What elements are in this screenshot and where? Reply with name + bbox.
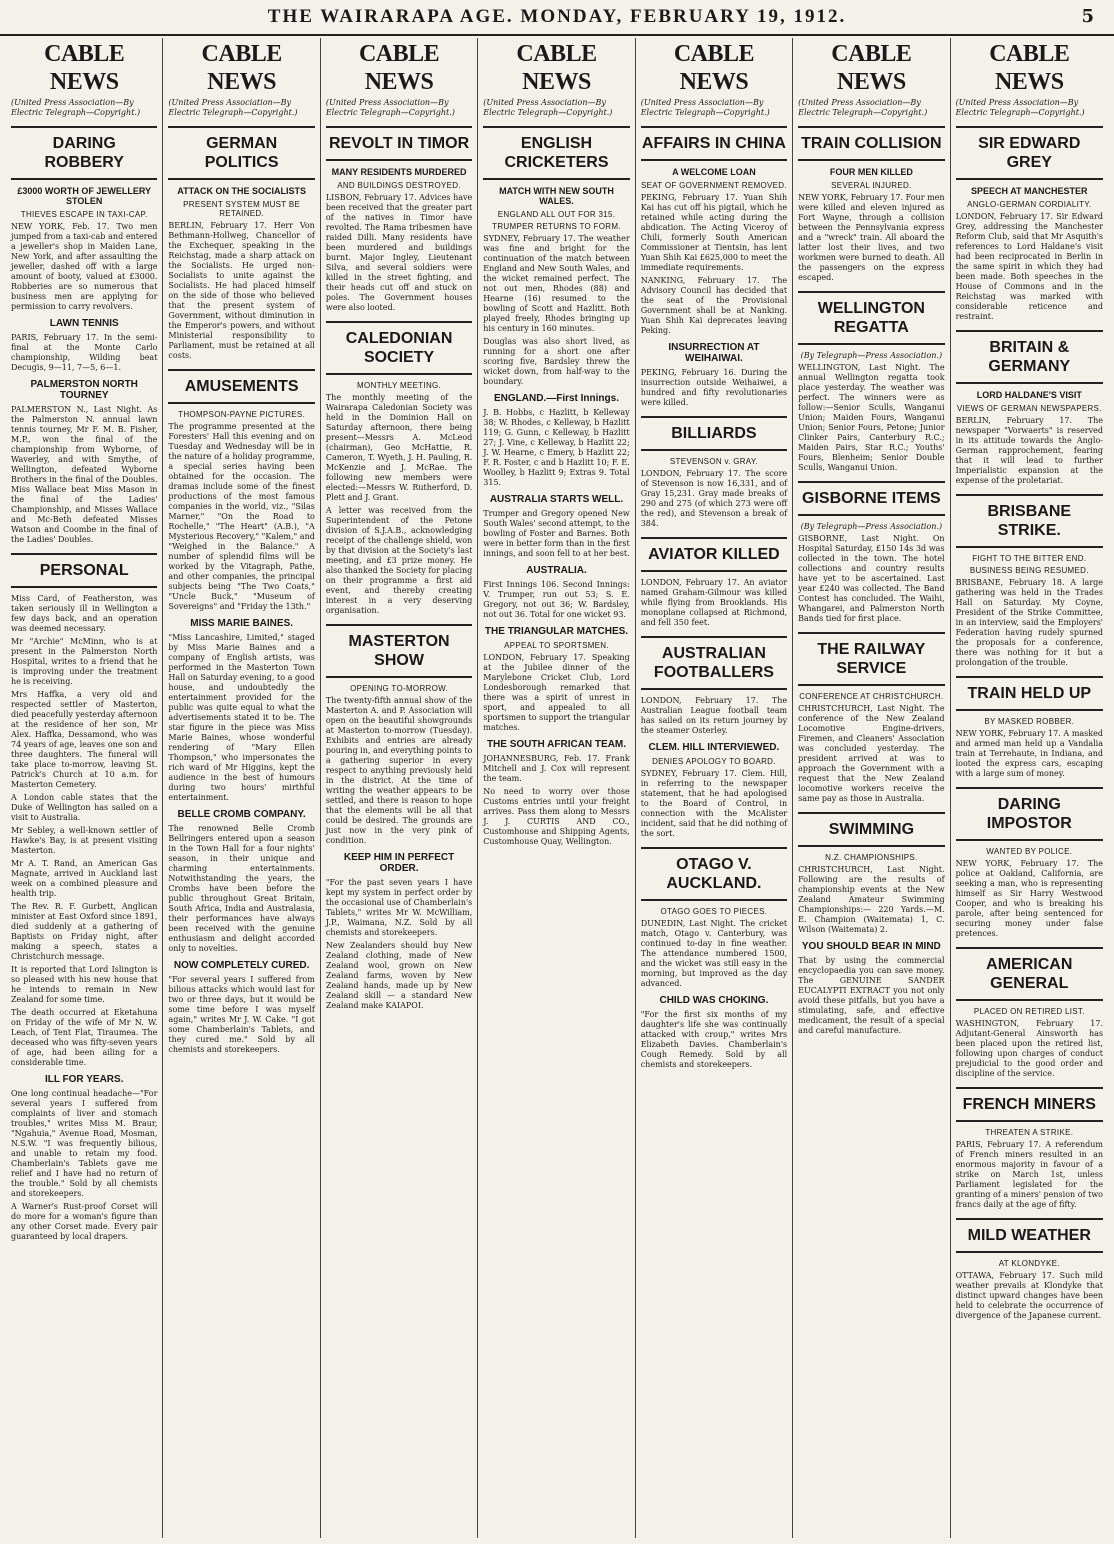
article-headline: FRENCH MINERS bbox=[956, 1087, 1103, 1122]
article-subheading: MATCH WITH NEW SOUTH WALES. bbox=[499, 186, 614, 206]
article-deck: WANTED BY POLICE. bbox=[986, 847, 1073, 856]
article-paragraph: NEW YORK, Feb. 17. Two men jumped from a taxi-cab and entered a jeweller's shop in Maiden Lane, New York, and after assaulting the jeweller, dashed off with a large amount of booty, valued at £3000. Robberies are so numerous that business men are applying for permission to carry revolvers. bbox=[11, 222, 158, 311]
article-subheading: £3000 WORTH OF JEWELLERY STOLEN bbox=[17, 186, 152, 206]
article-subheading: ATTACK ON THE SOCIALISTS bbox=[177, 186, 306, 196]
article-paragraph: LONDON, February 17. The score of Stevenson is now 16,331, and of Gray 15,231. Gray made breaks of 290 and 275 (of which 273 were off the red), and Stevenson a break of 384. bbox=[640, 469, 788, 528]
section-heading: ENGLAND.—First Innings. bbox=[493, 393, 619, 404]
article-paragraph: Trumper and Gregory opened New South Wales' second attempt, to the bowling of Foster and Barnes. Both were in better form than in the first innings, and soon fell to at her best. bbox=[483, 509, 630, 558]
section-heading: PALMERSTON NORTH TOURNEY bbox=[30, 379, 138, 401]
article-paragraph: No need to worry over those Customs entries until your freight arrives. Pass them along to Messrs J. J. CURTIS AND CO., Customhouse and Shipping Agents, Customhouse Quay, Wellington. bbox=[483, 787, 630, 846]
article-paragraph: LONDON, February 17. An aviator named Graham-Gilmour was killed while flying from Brooklands. His monoplane collapsed at Richmond, and fell 350 feet. bbox=[640, 578, 788, 627]
article-paragraph: It is reported that Lord Islington is so pleased with his new house that he intends to remain in New Zealand for some time. bbox=[11, 965, 158, 1004]
article-paragraph: Miss Card, of Featherston, was taken seriously ill in Wellington a few days back, and an operation was deemed necessary. bbox=[11, 594, 158, 633]
article-deck: AT KLONDYKE. bbox=[998, 1259, 1060, 1268]
article-deck: FIGHT TO THE BITTER END. bbox=[972, 554, 1087, 563]
article-subheading: SPEECH AT MANCHESTER bbox=[971, 186, 1088, 196]
article-paragraph: The renowned Belle Cromb Bellringers entered upon a season in the Town Hall for a four nights' season, in their unique and charming entertainments. Notwithstanding the years, the Crombs have been before the public throughout Great Britain, South Africa, India and Australasia, their performances have always been received with the genuine enthusiasm and delight accorded only to novelties. bbox=[168, 824, 315, 953]
article-paragraph: The Rev. R. F. Gurbett, Anglican minister at East Oxford since 1891, died suddenly at a gathering of Baptists on Friday night, after making a speech, states a Christchurch message. bbox=[11, 902, 158, 961]
article-paragraph: DUNEDIN, Last Night. The cricket match, Otago v. Canterbury, was continued to-day in fine weather. The attendance numbered 1500, and the wicket was still easy in the morning, but improved as the day advanced. bbox=[640, 919, 788, 988]
article-paragraph: "For the first six months of my daughter's life she was continually attacked with croup," writes Mrs Elizabeth Davies. Chamberlain's Cough Remedy. Sold by all chemists and storekeepers. bbox=[640, 1010, 788, 1069]
article-paragraph: NEW YORK, February 17. Four men were killed and eleven injured as Fort Wayne, through a collision between the Pennsylvania express and a "wreck" train. All aboard the latter lost their lives, and two workmen were burned to death. All the passengers on the express escaped. bbox=[798, 193, 945, 282]
article-paragraph: BERLIN, February 17. Herr Von Bethmann-Hollweg, Chancellor of the Exchequer, speaking in the Reichstag, made a sharp attack on the Socialists. He urged non-Socialists to unite against the Socialists. He had placed himself on the side of those who believed that the present system of Government, without diminution in the Emperor's powers, and without Ministerial responsibility to Parliament, must be retained at all costs. bbox=[168, 221, 315, 360]
article-paragraph: NANKING, February 17. The Advisory Council has decided that the seat of the Provisional Government shall be at Nanking. Yuan Shih Kai deprecates leaving Peking. bbox=[640, 276, 788, 335]
article-deck: TRUMPER RETURNS TO FORM. bbox=[492, 222, 621, 231]
article-paragraph: First Innings 106. Second Innings: V. Trumper, run out 53; S. E. Gregory, not out 36; W. Bardsley, not out 36. Total for one wicket 93. bbox=[483, 580, 630, 619]
article-paragraph: LISBON, February 17. Advices have been received that the greater part of the natives in Timor have revolted. The Rama tribesmen have raided Dilli. Many residents have been murdered and buildings burnt. Major Ingley, Lieutenant Silva, and several soldiers were killed in the street fighting, and their heads cut off and stuck on poles. The Government houses were also looted. bbox=[325, 193, 473, 312]
section-heading: MISS MARIE BAINES. bbox=[190, 618, 294, 629]
article-paragraph: Douglas was also short lived, as running for a short one after scoring five, Bardsley threw the wicket down, from half-way to the boundary. bbox=[483, 337, 630, 386]
press-credit: (United Press Association—By Electric Telegraph—Copyright.) bbox=[640, 98, 770, 117]
section-heading: LAWN TENNIS bbox=[49, 318, 119, 329]
section-heading: YOU SHOULD BEAR IN MIND bbox=[801, 941, 941, 952]
article-paragraph: The programme presented at the Foresters' Hall this evening and on Tuesday and Wednesday will be in the nature of a holiday programme, a special series having been obtained for the occasion. The dramas include some of the finest productions of the most famous companies in the world, viz., "Silas Marner," "On the Road to Rochelle," "The Heart" (A.B.), "A Mysterious Recovery," "Kalem," and "Weighed in the Balance." A number of splendid films will be worked by the Vitagraph, Pathe, and other companies, the principal subjects being "The Two Coats," "Uncle Buck," "Museum of Sovereigns" and "Friday the 13th." bbox=[168, 422, 315, 611]
press-credit: (United Press Association—By Electric Telegraph—Copyright.) bbox=[798, 98, 928, 117]
masthead bbox=[0, 0, 1114, 36]
article-headline: DARING ROBBERY bbox=[11, 126, 157, 180]
column-4 bbox=[478, 38, 635, 1538]
article-paragraph: The monthly meeting of the Wairarapa Caledonian Society was held in the Dominion Hall on Saturday afternoon, there being present—Messrs A. McLeod (chairman), Geo McHattie, R. Cameron, T. Wyeth, J. H. Pauling, R. McKenzie and J. McRae. The following new members were elected:—Messrs W. Rutherford, D. Plett and J. Grant. bbox=[325, 393, 473, 502]
article-headline: THE RAILWAY SERVICE bbox=[798, 632, 944, 686]
article-headline: AUSTRALIAN FOOTBALLERS bbox=[641, 636, 787, 690]
article-paragraph: "For the past seven years I have kept my system in perfect order by the occasional use of Chamberlain's Tablets," writes Mr W. McWilliam, J.P., Waimana, N.Z. Sold by all chemists and storekeepers. bbox=[325, 878, 473, 937]
article-paragraph: "For several years I suffered from bilious attacks which would last for two or three days, but it would be some time before I was myself again," writes Mr J. W. Cake. "I got some Chamberlain's Tablets, and they cured me." Sold by all chemists and storekeepers. bbox=[168, 975, 315, 1054]
article-headline: BRITAIN & GERMANY bbox=[956, 330, 1103, 384]
section-heading: NOW COMPLETELY CURED. bbox=[173, 960, 310, 971]
column-6 bbox=[793, 38, 950, 1538]
article-deck: STEVENSON v. GRAY. bbox=[669, 457, 758, 466]
article-paragraph: Mr Sebley, a well-known settler of Hawke's Bay, is at present visiting Masterton. bbox=[11, 826, 158, 855]
article-deck: ENGLAND ALL OUT FOR 315. bbox=[497, 210, 616, 219]
article-paragraph: The twenty-fifth annual show of the Masterton A. and P. Association will open on the beautiful showgrounds at Masterton to-morrow (Tuesday). Exhibits and entries are already pouring in, and everything points to a gathering superior in every respect to anything previously held in the district. At the time of writing the weather appears to be settled, and there is reason to hope that the elements will be all that could be desired. The grounds are just now in the very pink of condition. bbox=[325, 696, 473, 845]
article-deck: PRESENT SYSTEM MUST BE RETAINED. bbox=[183, 200, 301, 218]
newspaper-columns bbox=[6, 38, 1108, 1538]
article-paragraph: NEW YORK, February 17. A masked and armed man held up a Vandalia train at Terrehaute, in Indiana, and looted the express cars, escaping with a large sum of money. bbox=[955, 729, 1103, 778]
article-paragraph: PARIS, February 17. A referendum of French miners resulted in an enormous majority in favour of a strike on March 1st, unless Parliament legislated for the granting of a miners' pension of two francs daily at the age of fifty. bbox=[955, 1140, 1103, 1209]
press-credit: (United Press Association—By Electric Telegraph—Copyright.) bbox=[325, 98, 455, 117]
article-headline: GERMAN POLITICS bbox=[168, 126, 314, 180]
article-deck: OPENING TO-MORROW. bbox=[350, 684, 449, 693]
section-heading: BELLE CROMB COMPANY. bbox=[177, 809, 306, 820]
article-paragraph: J. B. Hobbs, c Hazlitt, b Kelleway 38; W. Rhodes, c Kelleway, b Hazlitt 119; G. Gunn, c Kelleway, b Hazlitt 27; J. Vine, c Kelleway, b Hazlitt 22; J. W. Hearne, c Emery, b Hazlitt 22; F. R. Foster, c and b Hazlitt 10; F. E. Woolley, b Hazlitt 9; Extras 9. Total 315. bbox=[483, 408, 630, 487]
article-headline: OTAGO V. AUCKLAND. bbox=[641, 847, 787, 901]
article-paragraph: JOHANNESBURG, Feb. 17. Frank Mitchell and J. Cox will represent the team. bbox=[483, 754, 630, 783]
article-deck: THOMPSON-PAYNE PICTURES. bbox=[178, 410, 306, 419]
article-deck: SEVERAL INJURED. bbox=[831, 181, 912, 190]
article-paragraph: WELLINGTON, Last Night. The annual Wellington regatta took place yesterday. The weather was perfect. The winners were as follow:—Senior Sculls, Wanganui Union; Maiden Fours, Wanganui Union; Senior Fours, Petone; Junior Clinker Pairs, Canterbury R.C.; Maiden Pairs, Star R.C.; Youths' Fours, Blenheim; Senior Double Sculls, Wanganui Union. bbox=[798, 363, 945, 472]
article-deck: THREATEN A STRIKE. bbox=[985, 1128, 1074, 1137]
column-banner: CABLE NEWS bbox=[989, 41, 1070, 95]
section-heading: CHILD WAS CHOKING. bbox=[659, 995, 769, 1006]
article-paragraph: SYDNEY, February 17. Clem. Hill, in referring to the newspaper statement, that he had apologised to the Board of Control, in connection with the McAlister incident, said that he did nothing of the sort. bbox=[640, 769, 788, 838]
article-paragraph: CHRISTCHURCH, Last Night. The conference of the New Zealand Locomotive Engine-drivers, Firemen, and Cleaners' Association was concluded yesterday. The president arrived at was to approach the Government with a request that the New Zealand locomotive workers receive the same pay as those in Australia. bbox=[798, 704, 945, 803]
article-headline: BRISBANE STRIKE. bbox=[956, 494, 1103, 548]
article-headline: AFFAIRS IN CHINA bbox=[641, 126, 787, 161]
article-headline: DARING IMPOSTOR bbox=[956, 787, 1103, 841]
article-paragraph: One long continual headache—"For several years I suffered from complaints of liver and stomach troubles," writes Miss M. Braur, "Ngahuia," Avenue Road, Mosman, N.S.W. "I was frequently bilious, and unable to retain my food. Chamberlain's Tablets gave me relief and I have had no return of the trouble." Sold by all chemists and storekeepers. bbox=[11, 1089, 158, 1198]
article-headline: MILD WEATHER bbox=[956, 1218, 1103, 1253]
article-headline: ENGLISH CRICKETERS bbox=[483, 126, 629, 180]
article-deck: APPEAL TO SPORTSMEN. bbox=[504, 641, 609, 650]
article-credit: (By Telegraph—Press Association.) bbox=[800, 351, 943, 360]
section-heading: CLEM. HILL INTERVIEWED. bbox=[648, 742, 780, 753]
section-heading: ILL FOR YEARS. bbox=[44, 1074, 124, 1085]
article-deck: VIEWS OF GERMAN NEWSPAPERS. bbox=[956, 404, 1102, 413]
article-paragraph: NEW YORK, February 17. The police at Oakland, California, are seeking a man, who is representing himself as Sir Harry Westwood Cooper, and who is breaking his parole, after being sentenced for securing money under false pretences. bbox=[955, 859, 1103, 938]
article-deck: BUSINESS BEING RESUMED. bbox=[969, 566, 1089, 575]
article-paragraph: PALMERSTON N., Last Night. As the Palmerston N. annual lawn tennis tourney, Mr F. M. B. Fisher, M.P., won the final of the championship from Wyborne, of Waverley, and with Smythe, of Wellington, defeated Wyborne Brothers in the final of the Doubles. Miss Wallace beat Miss Mason in the final of the Ladies' Championship, and Misses Wallace and Mc-Beth defeated Misses Watson and Coombe in the final of the Ladies' Doubles. bbox=[11, 405, 158, 544]
section-heading: AUSTRALIA. bbox=[526, 565, 587, 576]
article-headline: WELLINGTON REGATTA bbox=[798, 291, 944, 345]
article-paragraph: LONDON, February 17. The Australian League football team has sailed on its return journey by the steamer Osterley. bbox=[640, 696, 788, 735]
article-headline: GISBORNE ITEMS bbox=[798, 481, 944, 516]
article-paragraph: Mr "Archie" McMinn, who is at present in the Palmerston North Hospital, writes to a friend that he is improving under the treatment he is receiving. bbox=[11, 637, 158, 686]
section-heading: THE TRIANGULAR MATCHES. bbox=[484, 626, 629, 637]
press-credit: (United Press Association—By Electric Telegraph—Copyright.) bbox=[11, 98, 141, 117]
article-headline: TRAIN HELD UP bbox=[956, 676, 1103, 711]
article-deck: BY MASKED ROBBER. bbox=[984, 717, 1075, 726]
article-paragraph: A London cable states that the Duke of Wellington has sailed on a visit to Australia. bbox=[11, 793, 158, 822]
page-number: 5 bbox=[1081, 6, 1094, 27]
article-paragraph: GISBORNE, Last Night. On Hospital Saturday, £150 14s 3d was collected in the town. The hotel collections and country results have yet to be ascertained. Last year £240 was collected. The Band Contest has concluded. The Waihi, Whangarei, and Palmerston North Bands tied for first place. bbox=[798, 534, 945, 623]
article-paragraph: BRISBANE, February 18. A large gathering was held in the Trades Hall on Saturday. My Coyne, President of the Strike Committee, in an interview, said the Employers' Federation having rudely spurned the proposals for a conference, there was nothing for it but a prolongation of the trouble. bbox=[955, 578, 1103, 667]
section-heading: KEEP HIM IN PERFECT ORDER. bbox=[343, 852, 455, 874]
article-deck: OTAGO GOES TO PIECES. bbox=[660, 907, 768, 916]
article-subheading: MANY RESIDENTS MURDERED bbox=[331, 167, 467, 177]
article-paragraph: WASHINGTON, February 17. Adjutant-General Ainsworth has been placed upon the retired list, following upon charges of conduct prejudicial to the good order and discipline of the service. bbox=[955, 1019, 1103, 1078]
newspaper-title: THE WAIRARAPA AGE. MONDAY, FEBRUARY 19, 1912. bbox=[267, 6, 847, 27]
article-paragraph: New Zealanders should buy New Zealand clothing, made of New Zealand wool, grown on New Zealand farms, woven by New Zealand hands, made up by New Zealand skill — a standard New Zealand make KAIAPOI. bbox=[325, 941, 473, 1010]
column-banner: CABLE NEWS bbox=[201, 41, 282, 95]
article-deck: AND BUILDINGS DESTROYED. bbox=[337, 181, 461, 190]
article-deck: PLACED ON RETIRED LIST. bbox=[973, 1007, 1085, 1016]
column-banner: CABLE NEWS bbox=[831, 41, 912, 95]
column-banner: CABLE NEWS bbox=[358, 41, 440, 95]
column-banner: CABLE NEWS bbox=[673, 41, 755, 95]
article-headline: CALEDONIAN SOCIETY bbox=[326, 321, 472, 375]
column-1 bbox=[6, 38, 163, 1538]
article-paragraph: CHRISTCHURCH, Last Night. Following are the results of championship events at the New Zealand Amateur Swimming Championships:— 220 Yards.—M. E. Champion (Waitemata) 1, C. Wilson (Waitemata) 2. bbox=[798, 865, 945, 934]
press-credit: (United Press Association—By Electric Telegraph—Copyright.) bbox=[168, 98, 298, 117]
article-deck: SEAT OF GOVERNMENT REMOVED. bbox=[640, 181, 787, 190]
article-paragraph: The death occurred at Eketahuna on Friday of the wife of Mr N. W. Leach, of Tent Flat, Tiraumea. The deceased who was fifty-seven years of age, had been ailing for a considerable time. bbox=[11, 1008, 158, 1067]
article-paragraph: BERLIN, February 17. The newspaper "Vorwaerts" is reserved in its attitude towards the Anglo-German rapprochement, fearing that it will lead to further Imperialistic expansion at the expense of the proletariat. bbox=[955, 416, 1103, 485]
article-paragraph: SYDNEY, February 17. The weather was fine and bright for the continuation of the match between England and New South Wales, and the wicket remained perfect. The not out men, Rhodes (88) and Hearne (16) resumed to the bowling of Scott and Hazlitt. Both played freely, Rhodes bringing up his century in 160 minutes. bbox=[483, 234, 630, 333]
column-banner: CABLE NEWS bbox=[44, 41, 125, 95]
article-deck: CONFERENCE AT CHRISTCHURCH. bbox=[799, 692, 944, 701]
article-headline: BILLIARDS bbox=[641, 416, 787, 451]
section-heading: INSURRECTION AT WEIHAIWAI. bbox=[668, 342, 760, 364]
article-paragraph: "Miss Lancashire, Limited," staged by Miss Marie Baines and a company of English artists, was performed in the Masterton Town Hall on Saturday evening, to a good house, and undoubtedly the entertainment provided for the public was quite equal to what the advertisements stated it to be. The star figure in the piece was Miss Marie Baines, whose wonderful rendering of "Mary Ellen Thompson," who impersonates the rich ward of Mr Higgins, kept the audience in the best of humours during two hours' mirthful entertainment. bbox=[168, 633, 315, 802]
press-credit: (United Press Association—By Electric Telegraph—Copyright.) bbox=[483, 98, 613, 117]
article-headline: TRAIN COLLISION bbox=[798, 126, 944, 161]
article-deck: DENIES APOLOGY TO BOARD. bbox=[652, 757, 776, 766]
article-paragraph: PEKING, February 16. During the insurrection outside Weihaiwei, a hundred and fifty revolutionaries were killed. bbox=[640, 368, 788, 407]
article-paragraph: LONDON, February 17. Sir Edward Grey, addressing the Manchester Reform Club, said that Mr Asquith's references to Lord Haldane's visit had been reciprocated in Berlin in the same spirit in which they had been made. Both speeches in the House of Commons and in the Reichstag was marked with considerable reticence and restraint. bbox=[955, 212, 1103, 321]
column-banner: CABLE NEWS bbox=[516, 41, 597, 95]
article-deck: ANGLO-GERMAN CORDIALITY. bbox=[967, 200, 1092, 209]
column-2 bbox=[163, 38, 320, 1538]
article-headline: AVIATOR KILLED bbox=[641, 537, 787, 572]
article-headline: PERSONAL bbox=[11, 553, 157, 588]
article-subheading: LORD HALDANE'S VISIT bbox=[976, 390, 1082, 400]
article-paragraph: OTTAWA, February 17. Such mild weather prevails at Klondyke that distinct upward changes have been held to celebrate the occurrence of divergence of the Japanese current. bbox=[955, 1271, 1103, 1320]
article-paragraph: That by using the commercial encyclopaedia you can save money. The GENUINE SANDER EUCALYPTI EXTRACT you not only avoid these pitfalls, but you have a stimulating, safe, and effective medicament, the result of a special and careful manufacture. bbox=[798, 956, 945, 1035]
article-headline: MASTERTON SHOW bbox=[326, 624, 472, 678]
column-5 bbox=[636, 38, 793, 1538]
section-heading: THE SOUTH AFRICAN TEAM. bbox=[486, 739, 627, 750]
article-paragraph: A Warner's Rust-proof Corset will do more for a woman's figure than any other Corset made. Every pair guaranteed by local drapers. bbox=[11, 1202, 158, 1241]
article-deck: THIEVES ESCAPE IN TAXI-CAP. bbox=[20, 210, 148, 219]
article-paragraph: Mr A. T. Rand, an American Gas Magnate, arrived in Auckland last week on a combined pleasure and health trip. bbox=[11, 859, 158, 898]
article-headline: SWIMMING bbox=[798, 812, 944, 847]
press-credit: (United Press Association—By Electric Telegraph—Copyright.) bbox=[955, 98, 1085, 117]
article-deck: N.Z. CHAMPIONSHIPS. bbox=[825, 853, 918, 862]
article-paragraph: PEKING, February 17. Yuan Shih Kai has cut off his pigtail, which he retained while acting during the abdication. The Acting Viceroy of Chili, formerly South American Commissioner at Tientsin, has lent Yuan Shih Kai £625,000 to meet the immediate requirements. bbox=[640, 193, 788, 272]
article-credit: (By Telegraph—Press Association.) bbox=[800, 522, 943, 531]
section-heading: AUSTRALIA STARTS WELL. bbox=[489, 494, 624, 505]
article-paragraph: Mrs Haffka, a very old and respected settler of Masterton, died peacefully yesterday afternoon at the residence of her son, Mr Alex. Haffka, Dessamond, who was 74 years of age, leaves one son and three daughters. The funeral will take place to-morrow, leaving St. Patrick's Church at 10 a.m. for Masterton Cemetery. bbox=[11, 690, 158, 789]
article-headline: SIR EDWARD GREY bbox=[956, 126, 1103, 180]
article-headline: AMERICAN GENERAL bbox=[956, 947, 1103, 1001]
article-paragraph: A letter was received from the Superintendent of the Petone division of S.J.A.B., acknowledging receipt of the challenge shield, won by that division at the Society's last meeting, and £3 prize money. He also thanked the Society for placing on their programme a first aid event, and thereby creating interest in a very deserving organisation. bbox=[325, 506, 473, 615]
article-paragraph: PARIS, February 17. In the semi-final at the Monte Carlo championship, Wilding beat Decugis, 9—11, 7—5, 6—1. bbox=[11, 333, 158, 372]
article-headline: AMUSEMENTS bbox=[168, 369, 314, 404]
article-subheading: FOUR MEN KILLED bbox=[829, 167, 913, 177]
article-paragraph: LONDON, February 17. Speaking at the Jubilee dinner of the Marylebone Cricket Club, Lord Londesborough remarked that there was a spirit of unrest in sport, and appealed to all sportsmen to support the triangular matches. bbox=[483, 653, 630, 732]
article-headline: REVOLT IN TIMOR bbox=[326, 126, 472, 161]
column-3 bbox=[321, 38, 478, 1538]
article-subheading: A WELCOME LOAN bbox=[672, 167, 756, 177]
column-7 bbox=[951, 38, 1108, 1538]
article-deck: MONTHLY MEETING. bbox=[357, 381, 442, 390]
